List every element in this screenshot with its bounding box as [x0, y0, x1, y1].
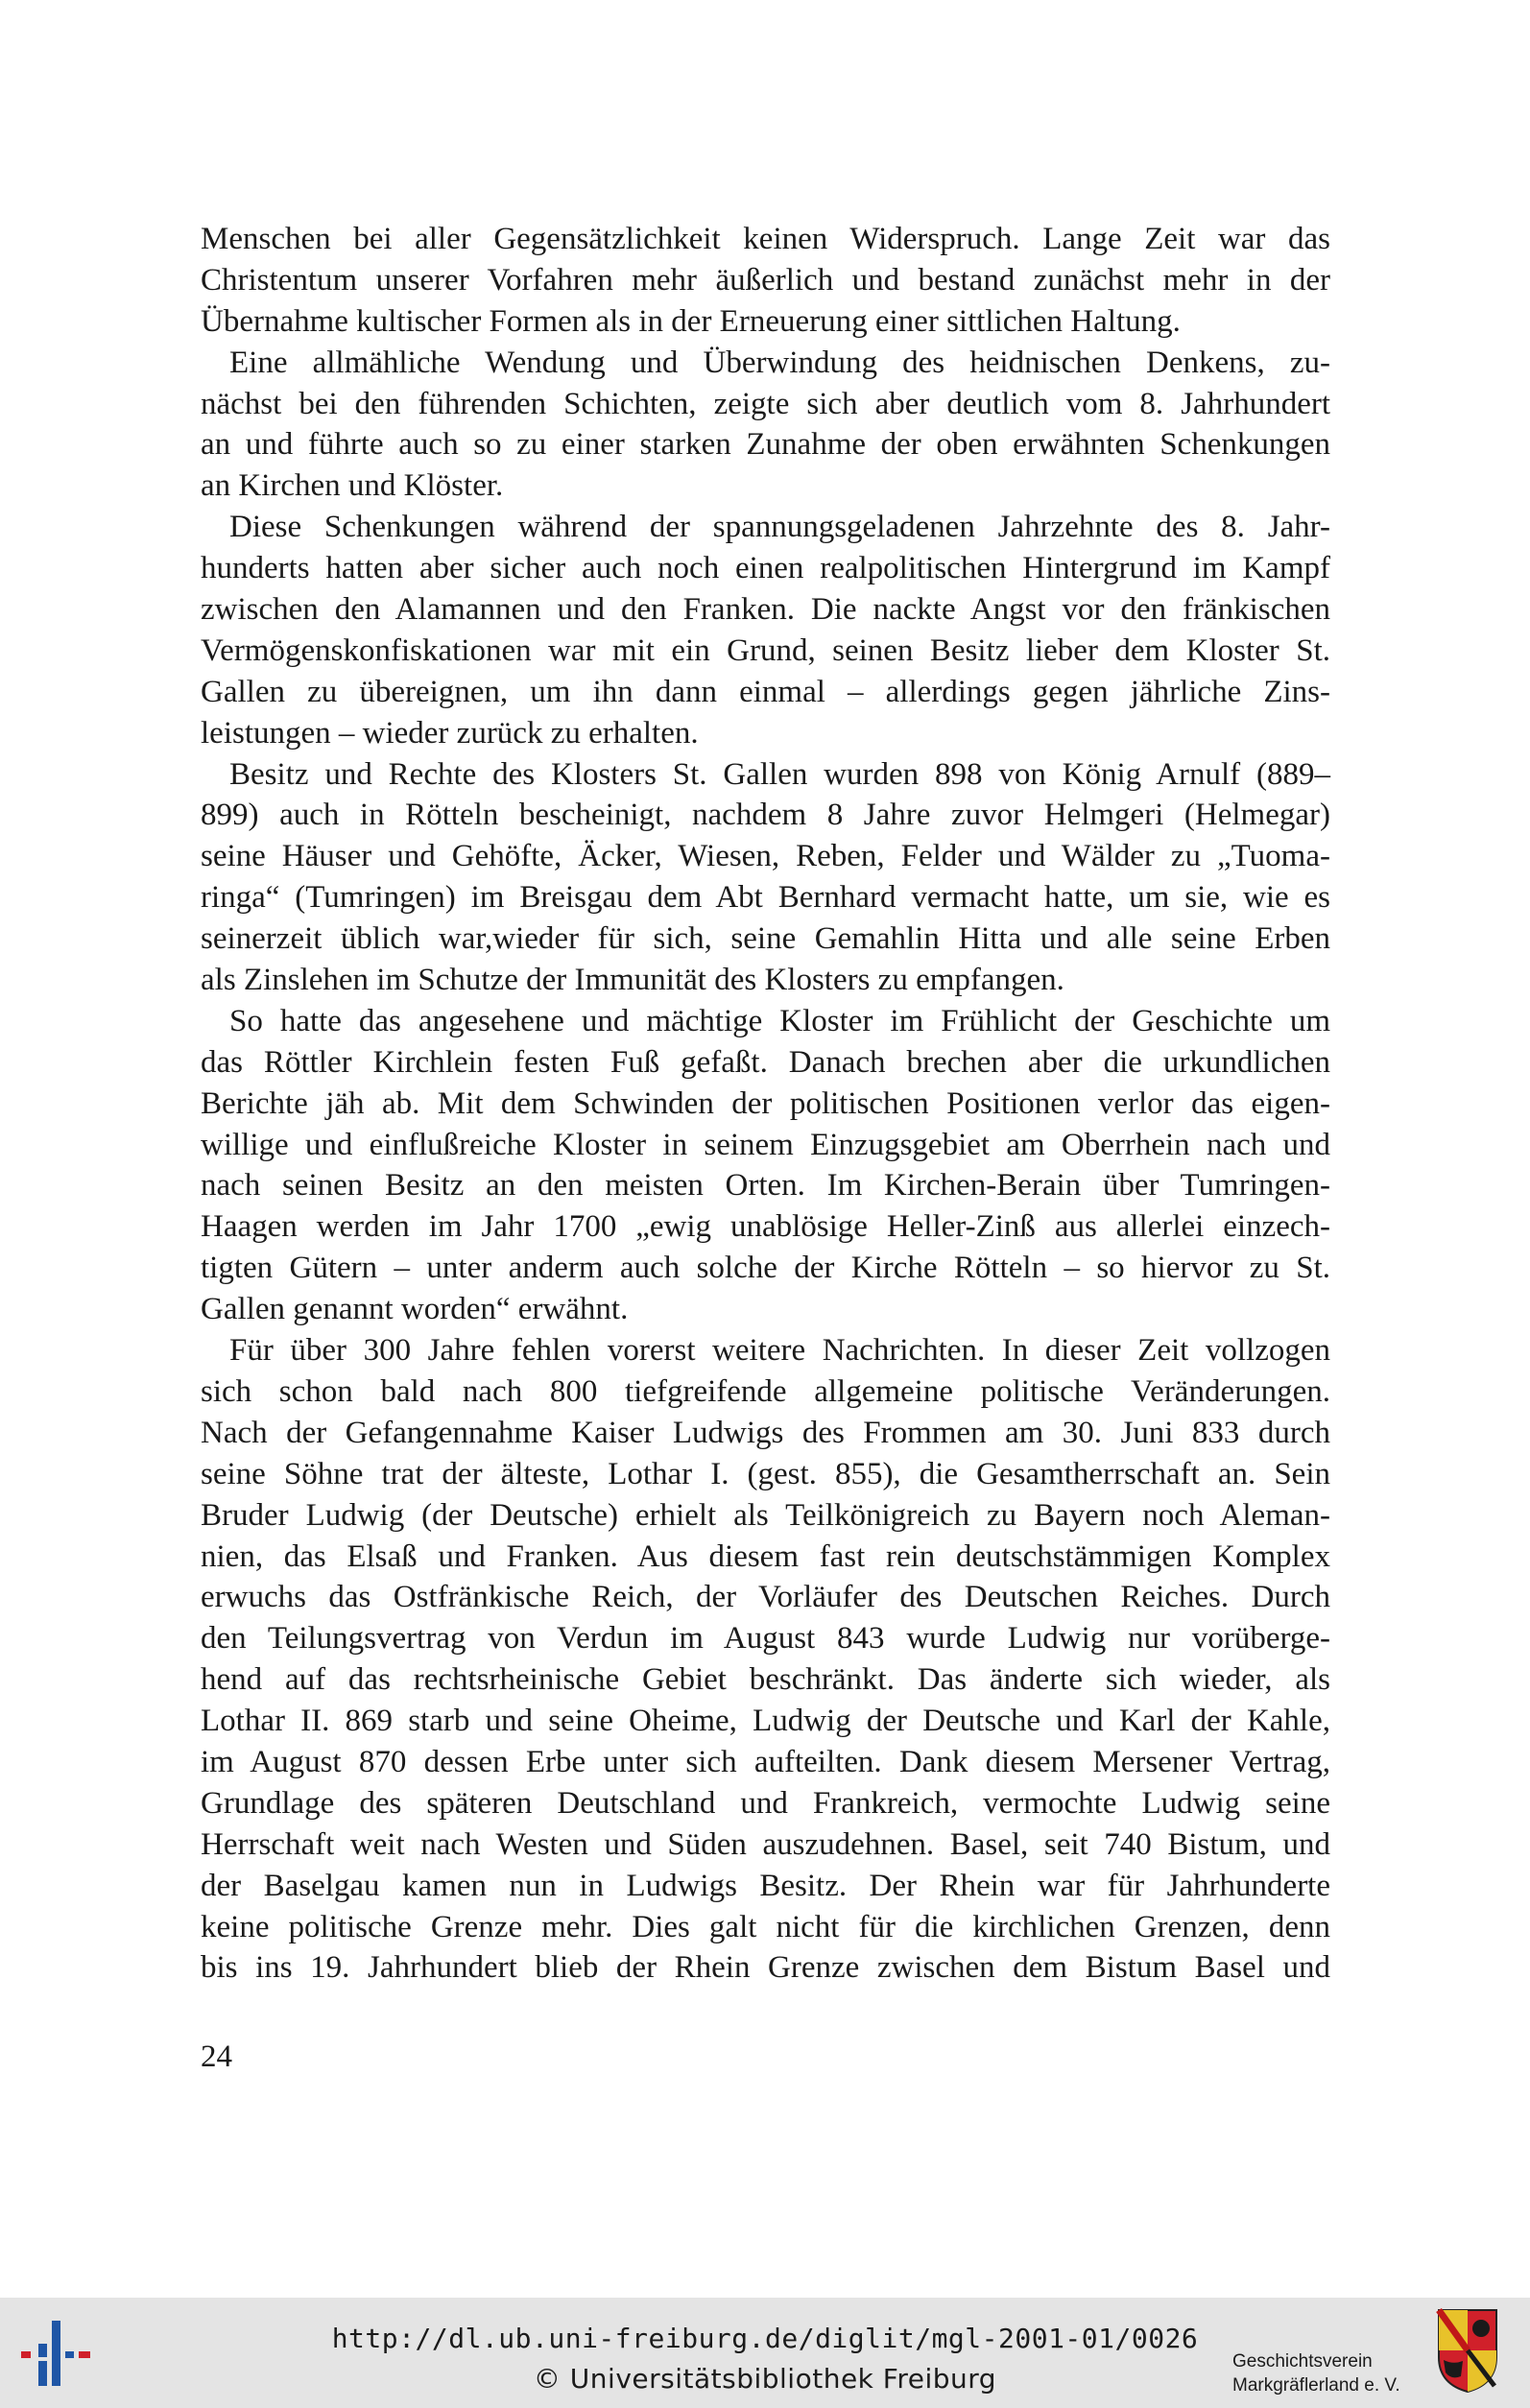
- text-line: Eine allmähliche Wendung und Überwindung des heidnischen Denkens, zu-: [229, 345, 1330, 380]
- society-name-line-1: Geschichtsverein: [1232, 2351, 1373, 2372]
- text-line: Lothar II. 869 starb und seine Oheime, Ludwig der Deutsche und Karl der Kahle,: [201, 1704, 1330, 1739]
- text-line: im August 870 dessen Erbe unter sich aufteilten. Dank diesem Mersener Vertrag,: [201, 1744, 1330, 1779]
- coat-of-arms-icon: [1436, 2307, 1499, 2394]
- text-line: Nach der Gefangennahme Kaiser Ludwigs des Frommen am 30. Juni 833 durch: [201, 1415, 1330, 1450]
- text-line: tigten Gütern – unter anderm auch solche der Kirche Rötteln – so hiervor zu St.: [201, 1251, 1330, 1286]
- text-line: Diese Schenkungen während der spannungsgeladenen Jahrzehnte des 8. Jahr-: [229, 510, 1330, 545]
- text-line: bis ins 19. Jahrhundert blieb der Rhein Grenze zwischen dem Bistum Basel und: [201, 1950, 1330, 1986]
- text-line: Herrschaft weit nach Westen und Süden auszudehnen. Basel, seit 740 Bistum, und: [201, 1826, 1330, 1862]
- text-line: Grundlage des späteren Deutschland und Frankreich, vermochte Ludwig seine: [201, 1785, 1330, 1821]
- page-number: 24: [201, 2039, 232, 2074]
- text-line: Bruder Ludwig (der Deutsche) erhielt als Teilkönigreich zu Bayern noch Aleman-: [201, 1497, 1330, 1533]
- text-line: 899) auch in Rötteln bescheinigt, nachdem 8 Jahre zuvor Helmgeri (Helmegar): [201, 798, 1330, 833]
- text-line: den Teilungsvertrag von Verdun im August 843 wurde Ludwig nur vorüberge-: [201, 1621, 1330, 1657]
- text-line: Vermögenskonfiskationen war mit ein Grund, seinen Besitz lieber dem Kloster St.: [201, 632, 1330, 668]
- text-line: sich schon bald nach 800 tiefgreifende allgemeine politische Veränderungen.: [201, 1373, 1330, 1409]
- source-url-link[interactable]: http://dl.ub.uni-freiburg.de/diglit/mgl-2001-01/0026: [331, 2323, 1199, 2354]
- text-line: hunderts hatten aber sicher auch noch einen realpolitischen Hintergrund im Kampf: [201, 551, 1330, 586]
- text-line: an und führte auch so zu einer starken Zunahme der oben erwähnten Schenkungen: [201, 427, 1330, 463]
- text-line: hend auf das rechtsrheinische Gebiet beschränkt. Das änderte sich wieder, als: [201, 1662, 1330, 1698]
- text-line: Gallen genannt worden“ erwähnt.: [201, 1292, 629, 1327]
- text-line: erwuchs das Ostfränkische Reich, der Vorläufer des Deutschen Reiches. Durch: [201, 1580, 1330, 1615]
- text-line: leistungen – wieder zurück zu erhalten.: [201, 715, 699, 751]
- text-line: So hatte das angesehene und mächtige Kloster im Frühlicht der Geschichte um: [229, 1003, 1330, 1038]
- text-line: zwischen den Alamannen und den Franken. Die nackte Angst vor den fränkischen: [201, 592, 1330, 628]
- text-line: Besitz und Rechte des Klosters St. Gallen wurden 898 von König Arnulf (889–: [229, 756, 1330, 792]
- text-line: als Zinslehen im Schutze der Immunität des Klosters zu empfangen.: [201, 963, 1064, 998]
- text-line: seinerzeit üblich war,wieder für sich, seine Gemahlin Hitta und alle seine Erben: [201, 921, 1330, 957]
- society-name-line-2: Markgräflerland e. V.: [1232, 2375, 1400, 2396]
- page-body: [201, 219, 1330, 1989]
- text-line: Für über 300 Jahre fehlen vorerst weitere Nachrichten. In dieser Zeit vollzogen: [229, 1333, 1330, 1369]
- text-line: das Röttler Kirchlein festen Fuß gefaßt. Danach brechen aber die urkundlichen: [201, 1044, 1330, 1080]
- footer-bar: [0, 2298, 1530, 2408]
- text-line: Gallen zu übereignen, um ihn dann einmal – allerdings gegen jährliche Zins-: [201, 674, 1330, 709]
- text-line: an Kirchen und Klöster.: [201, 468, 504, 504]
- text-line: der Baselgau kamen nun in Ludwigs Besitz. Der Rhein war für Jahrhunderte: [201, 1868, 1330, 1903]
- text-line: willige und einflußreiche Kloster in seinem Einzugsgebiet am Oberrhein nach und: [201, 1127, 1330, 1162]
- text-line: nächst bei den führenden Schichten, zeigte sich aber deutlich vom 8. Jahrhundert: [201, 386, 1330, 421]
- text-line: Christentum unserer Vorfahren mehr äußerlich und bestand zunächst mehr in der: [201, 262, 1330, 298]
- text-line: keine politische Grenze mehr. Dies galt nicht für die kirchlichen Grenzen, denn: [201, 1909, 1330, 1944]
- text-line: Übernahme kultischer Formen als in der Erneuerung einer sittlichen Haltung.: [201, 303, 1181, 339]
- copyright-notice: © Universitätsbibliothek Freiburg: [533, 2363, 997, 2395]
- society-name: [1232, 2349, 1400, 2397]
- text-line: seine Söhne trat der älteste, Lothar I. (gest. 855), die Gesamtherrschaft an. Sein: [201, 1456, 1330, 1491]
- text-line: Berichte jäh ab. Mit dem Schwinden der politischen Positionen verlor das eigen-: [201, 1085, 1330, 1121]
- text-line: nien, das Elsaß und Franken. Aus diesem fast rein deutschstämmigen Komplex: [201, 1538, 1330, 1574]
- text-line: nach seinen Besitz an den meisten Orten. Im Kirchen-Berain über Tumringen-: [201, 1168, 1330, 1204]
- text-line: seine Häuser und Gehöfte, Äcker, Wiesen, Reben, Felder und Wälder zu „Tuoma-: [201, 839, 1330, 874]
- text-line: Haagen werden im Jahr 1700 „ewig unablösige Heller-Zinß aus allerlei einzech-: [201, 1209, 1330, 1245]
- text-line: ringa“ (Tumringen) im Breisgau dem Abt Bernhard vermacht hatte, um sie, wie es: [201, 880, 1330, 916]
- text-line: Menschen bei aller Gegensätzlichkeit keinen Widerspruch. Lange Zeit war das: [201, 222, 1330, 256]
